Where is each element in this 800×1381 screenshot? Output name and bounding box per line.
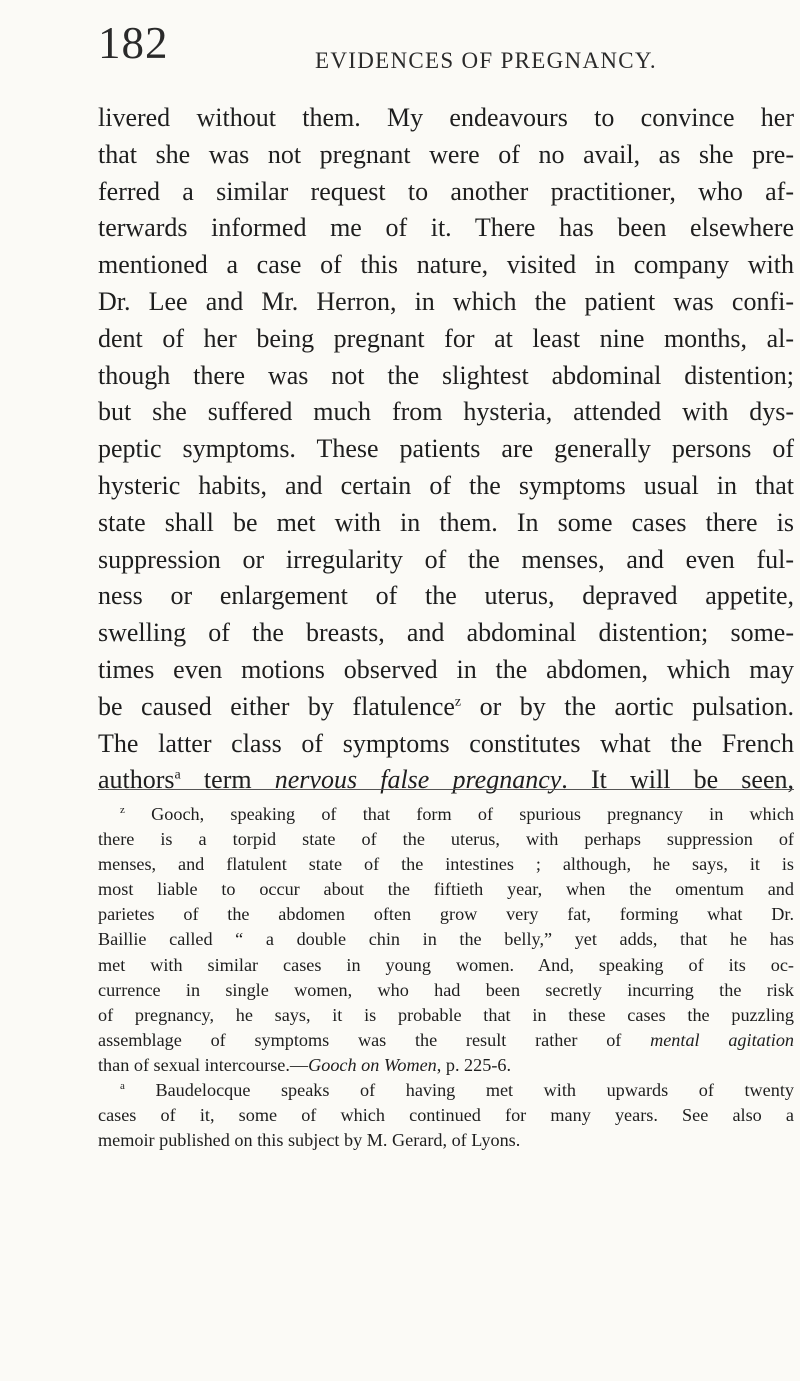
footnote-line	[98, 1028, 794, 1053]
footnote-line: most liable to occur about the fiftieth year, when the omentum and	[98, 879, 794, 900]
footnote-text: Gooch, speaking of that form of spurious pregnancy in which	[124, 804, 794, 824]
body-line: livered without them. My endeavours to convince her	[98, 103, 794, 132]
body-line: hysteric habits, and certain of the symptoms usual in that	[98, 470, 794, 500]
body-line: The latter class of symptoms constitutes what the French	[98, 728, 794, 758]
footnote-divider	[98, 789, 794, 790]
body-line: suppression or irregularity of the menses, and even ful-	[98, 544, 794, 574]
body-line: that she was not pregnant were of no avail, as she pre-	[98, 139, 794, 169]
page-number: 182	[98, 18, 169, 68]
body-line: though there was not the slightest abdominal distention;	[98, 360, 794, 390]
body-line: ferred a similar request to another practitioner, who af-	[98, 176, 794, 206]
footnote-text: Baudelocque speaks of having met with upwards of twenty	[124, 1080, 794, 1101]
footnote-line: parietes of the abdomen often grow very fat, forming what Dr.	[98, 904, 794, 925]
footnote-line: cases of it, some of which continued for many years. See also a	[98, 1105, 794, 1126]
footnote-line: of pregnancy, he says, it is probable that in these cases the puzzling	[98, 1004, 794, 1025]
running-head: EVIDENCES OF PREGNANCY.	[315, 48, 657, 73]
page-header	[98, 18, 788, 78]
footnote-line: Baillie called “ a double chin in the belly,” yet adds, that he has	[98, 929, 794, 950]
body-line: swelling of the breasts, and abdominal distention; some-	[98, 618, 794, 648]
footnote-line	[98, 1078, 794, 1103]
body-line: times even motions observed in the abdomen, which may	[98, 654, 794, 684]
body-line: peptic symptoms. These patients are generally persons of	[98, 434, 794, 464]
footnote-line: currence in single women, who had been secretly incurring the risk	[98, 979, 794, 1000]
footnote-marker-a: a	[120, 1079, 125, 1092]
footnote-text: , p. 225-6.	[436, 1054, 512, 1075]
footnote-line: memoir published on this subject by M. Gerard, of Lyons.	[98, 1130, 521, 1151]
citation-title: Gooch on Women	[308, 1054, 437, 1075]
body-line	[98, 689, 794, 726]
italic-term: nervous false pregnancy	[274, 765, 562, 795]
footnote-line: menses, and flatulent state of the intestines ; although, he says, it is	[98, 854, 794, 875]
footnote-reference-a[interactable]: a	[174, 767, 181, 783]
footnote-line: met with similar cases in young women. And, speaking of its oc-	[98, 954, 794, 975]
body-line: ness or enlargement of the uterus, depraved appetite,	[98, 581, 794, 611]
footnote-text: assemblage of symptoms was the result rather of	[98, 1029, 651, 1050]
body-line: state shall be met with in them. In some cases there is	[98, 507, 794, 537]
body-text	[98, 100, 794, 799]
body-line	[98, 762, 794, 799]
footnote-marker-z: z	[120, 803, 125, 816]
body-text-segment: term	[180, 765, 275, 795]
footnotes	[98, 802, 794, 1153]
body-line: but she suffered much from hysteria, attended with dys-	[98, 397, 794, 427]
footnote-text: than of sexual intercourse.—	[98, 1054, 309, 1075]
body-text-segment: authors	[98, 765, 175, 795]
footnote-reference-z[interactable]: z	[454, 694, 462, 710]
body-text-segment: . It will be seen,	[561, 765, 794, 795]
italic-phrase: mental agitation	[650, 1029, 795, 1050]
footnote-line	[98, 802, 794, 827]
body-text-segment: or by the aortic pulsation.	[461, 691, 795, 721]
body-line: terwards informed me of it. There has been elsewhere	[98, 213, 794, 243]
footnote-line	[98, 1053, 794, 1078]
footnote-line: there is a torpid state of the uterus, with perhaps suppression of	[98, 829, 794, 850]
body-line: Dr. Lee and Mr. Herron, in which the patient was confi-	[98, 286, 794, 316]
body-line: dent of her being pregnant for at least nine months, al-	[98, 323, 794, 353]
body-line: mentioned a case of this nature, visited in company with	[98, 250, 794, 280]
body-text-segment: be caused either by flatulence	[98, 691, 455, 721]
